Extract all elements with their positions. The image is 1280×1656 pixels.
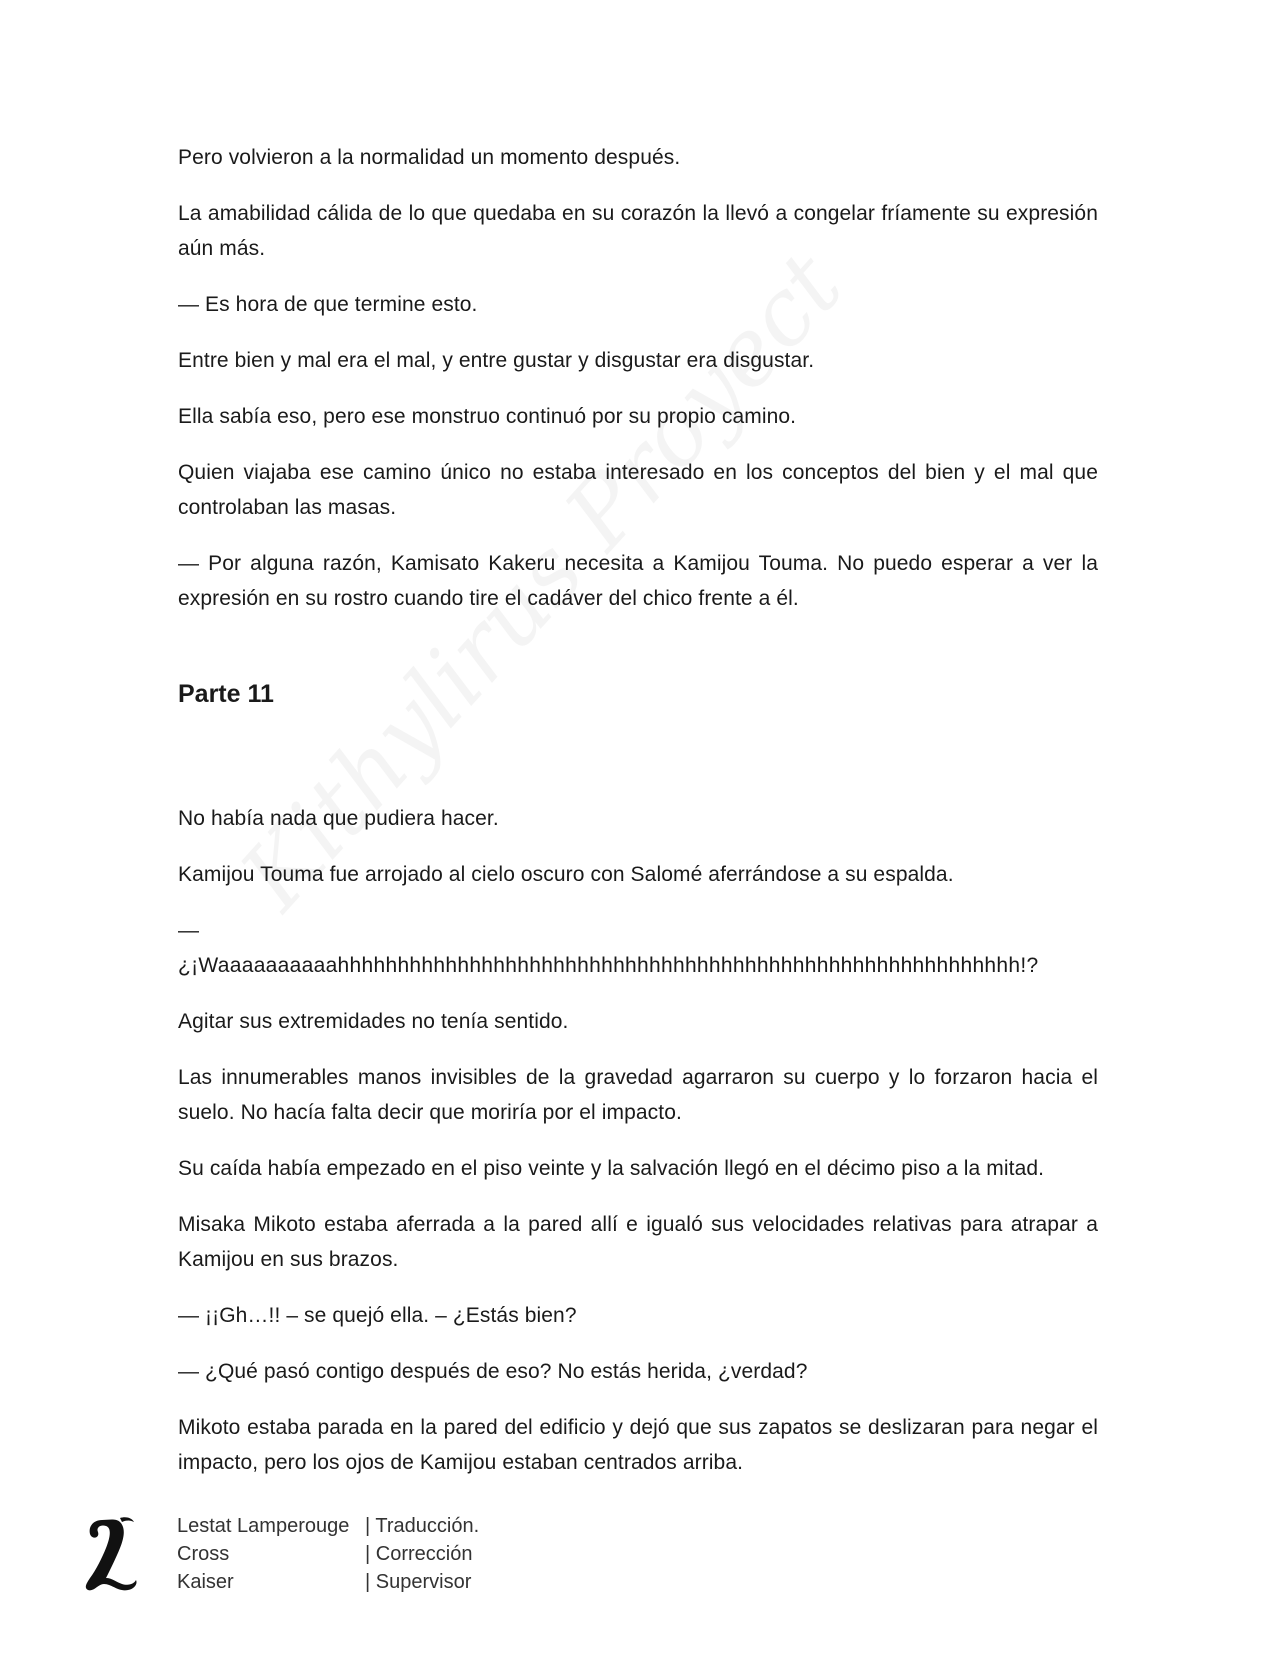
paragraph: Pero volvieron a la normalidad un momento después.: [178, 146, 681, 169]
paragraph: — Es hora de que termine esto.: [178, 293, 478, 316]
paragraph: Kamijou Touma fue arrojado al cielo oscuro con Salomé aferrándose a su espalda.: [178, 863, 954, 886]
paragraph: No había nada que pudiera hacer.: [178, 807, 499, 830]
paragraph: Agitar sus extremidades no tenía sentido.: [178, 1010, 569, 1033]
paragraph: Misaka Mikoto estaba aferrada a la pared allí e igualó sus velocidades relativas para atrapar a Kamijou en sus brazos.: [178, 1213, 1098, 1271]
credit-role: | Corrección: [365, 1543, 473, 1565]
paragraph: — Por alguna razón, Kamisato Kakeru necesita a Kamijou Touma. No puedo esperar a ver la expresión en su rostro cuando tire el cadáver del chico frente a él.: [178, 552, 1098, 610]
paragraph: — ¿Qué pasó contigo después de eso? No estás herida, ¿verdad?: [178, 1360, 808, 1383]
paragraph: La amabilidad cálida de lo que quedaba en su corazón la llevó a congelar fríamente su expresión aún más.: [178, 202, 1098, 260]
paragraph: Su caída había empezado en el piso veinte y la salvación llegó en el décimo piso a la mitad.: [178, 1157, 1045, 1180]
paragraph: — ¡¡Gh…!! – se quejó ella. – ¿Estás bien?: [178, 1304, 577, 1327]
page-content: [178, 140, 1098, 1501]
paragraph: Quien viajaba ese camino único no estaba interesado en los conceptos del bien y el mal que controlaban las masas.: [178, 461, 1098, 519]
credit-row: [177, 1568, 479, 1596]
credit-role: | Supervisor: [365, 1571, 472, 1593]
footer: [80, 1512, 680, 1612]
credit-row: [177, 1512, 479, 1540]
paragraph: Las innumerables manos invisibles de la gravedad agarraron su cuerpo y lo forzaron hacia el suelo. No hacía falta decir que moriría por el impacto.: [178, 1066, 1098, 1124]
credit-name: Lestat Lamperouge: [177, 1515, 350, 1537]
credit-row: [177, 1540, 479, 1568]
scream-line: ¿¡Waaaaaaaaaahhhhhhhhhhhhhhhhhhhhhhhhhhhhhhhhhhhhhhhhhhhhhhhhhhhhhhhhh!?: [178, 954, 1039, 977]
dialogue-dash: —: [178, 919, 199, 942]
paragraph: Mikoto estaba parada en la pared del edificio y dejó que sus zapatos se deslizaran para negar el impacto, pero los ojos de Kamijou estaban centrados arriba.: [178, 1416, 1098, 1474]
gothic-l-logo-icon: [80, 1514, 140, 1594]
credits-block: [177, 1512, 479, 1596]
paragraph: Ella sabía eso, pero ese monstruo continuó por su propio camino.: [178, 405, 797, 428]
paragraph: Entre bien y mal era el mal, y entre gustar y disgustar era disgustar.: [178, 349, 815, 372]
credit-name: Kaiser: [177, 1571, 234, 1593]
credit-role: | Traducción.: [365, 1515, 480, 1537]
credit-name: Cross: [177, 1543, 230, 1565]
section-heading: Parte 11: [178, 680, 274, 708]
